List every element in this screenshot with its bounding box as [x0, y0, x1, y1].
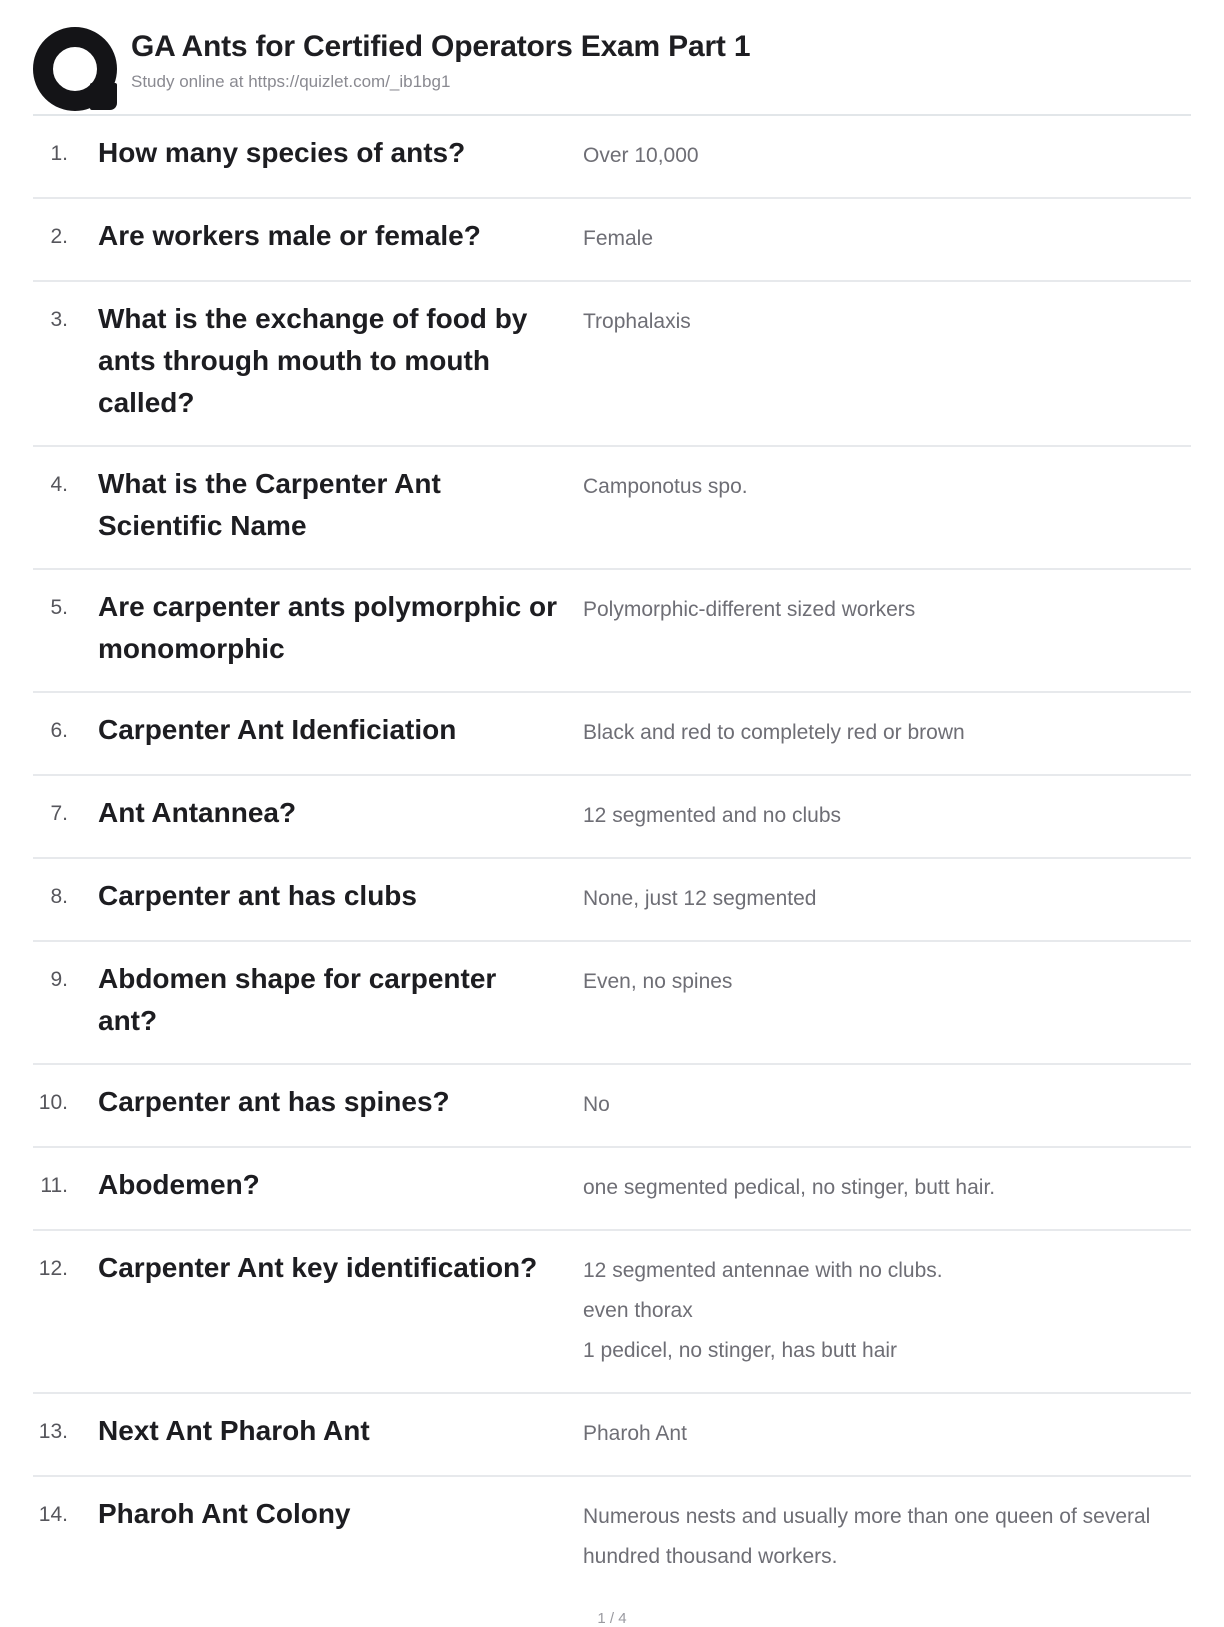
qa-row-number: 3. — [50, 308, 68, 331]
qa-row — [33, 116, 1191, 199]
qa-question-text: Carpenter Ant Idenficiation — [98, 714, 457, 745]
qa-row — [33, 199, 1191, 282]
quizlet-q-logo-icon — [33, 27, 117, 111]
qa-answer-line: None, just 12 segmented — [583, 887, 817, 910]
qa-answer-text — [583, 132, 1191, 176]
qa-row-number: 12. — [38, 1257, 68, 1280]
qa-row — [33, 1477, 1191, 1598]
qa-answer-text — [583, 709, 1191, 753]
qa-row-number: 11. — [40, 1174, 68, 1197]
qa-answer-text — [583, 1493, 1191, 1577]
qa-row-number: 7. — [50, 802, 68, 825]
qa-row — [33, 693, 1191, 776]
qa-row-number: 4. — [50, 473, 68, 496]
qa-answer-text — [583, 1247, 1191, 1371]
qa-answer-line: Female — [583, 227, 654, 250]
qa-answer-text — [583, 1081, 1191, 1125]
qa-row — [33, 1394, 1191, 1477]
qa-row — [33, 776, 1191, 859]
qa-answer-line: Polymorphic-different sized workers — [583, 598, 916, 621]
qa-row — [33, 570, 1191, 693]
qa-answer-text — [583, 215, 1191, 259]
qa-row-number: 14. — [38, 1503, 68, 1526]
qa-row-number: 8. — [50, 885, 68, 908]
qa-answer-text — [583, 1164, 1191, 1208]
qa-question-text: Pharoh Ant Colony — [98, 1498, 351, 1529]
qa-row — [33, 447, 1191, 570]
qa-answer-line: Numerous nests and usually more than one queen of several hundred thousand workers. — [583, 1505, 1151, 1568]
qa-row — [33, 282, 1191, 447]
qa-row-number: 5. — [50, 596, 68, 619]
qa-row — [33, 1231, 1191, 1394]
qa-question-text: Abodemen? — [98, 1169, 260, 1200]
qa-answer-line: even thorax — [583, 1299, 693, 1322]
qa-row-number: 1. — [50, 142, 68, 165]
qa-row-number: 6. — [50, 719, 68, 742]
qa-answer-line: Camponotus spo. — [583, 475, 748, 498]
qa-answer-text — [583, 875, 1191, 919]
qa-question-text: Carpenter ant has clubs — [98, 880, 417, 911]
qa-question-text: How many species of ants? — [98, 137, 466, 168]
logo-tail-shape — [90, 83, 117, 110]
qa-row-number: 13. — [38, 1420, 68, 1443]
page-number-indicator: 1 / 4 — [597, 1610, 627, 1627]
qa-question-text: Are carpenter ants polymorphic or monomorphic — [98, 591, 558, 664]
qa-answer-line: Trophalaxis — [583, 310, 691, 333]
qa-answer-text — [583, 586, 1191, 670]
qa-answer-line: Black and red to completely red or brown — [583, 721, 965, 744]
qa-answer-line: 12 segmented antennae with no clubs. — [583, 1259, 943, 1282]
qa-answer-line: Pharoh Ant — [583, 1422, 687, 1445]
qa-answer-line: Even, no spines — [583, 970, 733, 993]
qa-card-list — [33, 116, 1191, 1598]
qa-row — [33, 942, 1191, 1065]
qa-row-number: 10. — [38, 1091, 68, 1114]
qa-question-text: What is the exchange of food by ants through mouth to mouth called? — [98, 303, 528, 418]
header-text-block — [131, 27, 750, 92]
qa-question-text: What is the Carpenter Ant Scientific Name — [98, 468, 441, 541]
qa-row — [33, 859, 1191, 942]
qa-row-number: 9. — [50, 968, 68, 991]
qa-row — [33, 1148, 1191, 1231]
qa-answer-line: one segmented pedical, no stinger, butt hair. — [583, 1176, 996, 1199]
qa-row-number: 2. — [50, 225, 68, 248]
qa-question-text: Abdomen shape for carpenter ant? — [98, 963, 497, 1036]
qa-answer-line: Over 10,000 — [583, 144, 699, 167]
qa-question-text: Are workers male or female? — [98, 220, 481, 251]
qa-answer-text — [583, 298, 1191, 424]
qa-answer-line: 12 segmented and no clubs — [583, 804, 842, 827]
qa-answer-text — [583, 1410, 1191, 1454]
study-online-url[interactable]: Study online at https://quizlet.com/_ib1bg1 — [131, 72, 451, 91]
qa-question-text: Ant Antannea? — [98, 797, 297, 828]
qa-answer-text — [583, 463, 1191, 547]
page-title: GA Ants for Certified Operators Exam Part 1 — [131, 30, 751, 63]
page-header — [33, 0, 1191, 116]
qa-answer-text — [583, 792, 1191, 836]
qa-answer-line: 1 pedicel, no stinger, has butt hair — [583, 1339, 898, 1362]
qa-question-text: Next Ant Pharoh Ant — [98, 1415, 370, 1446]
qa-answer-line: No — [583, 1093, 610, 1116]
qa-question-text: Carpenter Ant key identification? — [98, 1252, 538, 1283]
qa-row — [33, 1065, 1191, 1148]
qa-answer-text — [583, 958, 1191, 1042]
qa-question-text: Carpenter ant has spines? — [98, 1086, 450, 1117]
